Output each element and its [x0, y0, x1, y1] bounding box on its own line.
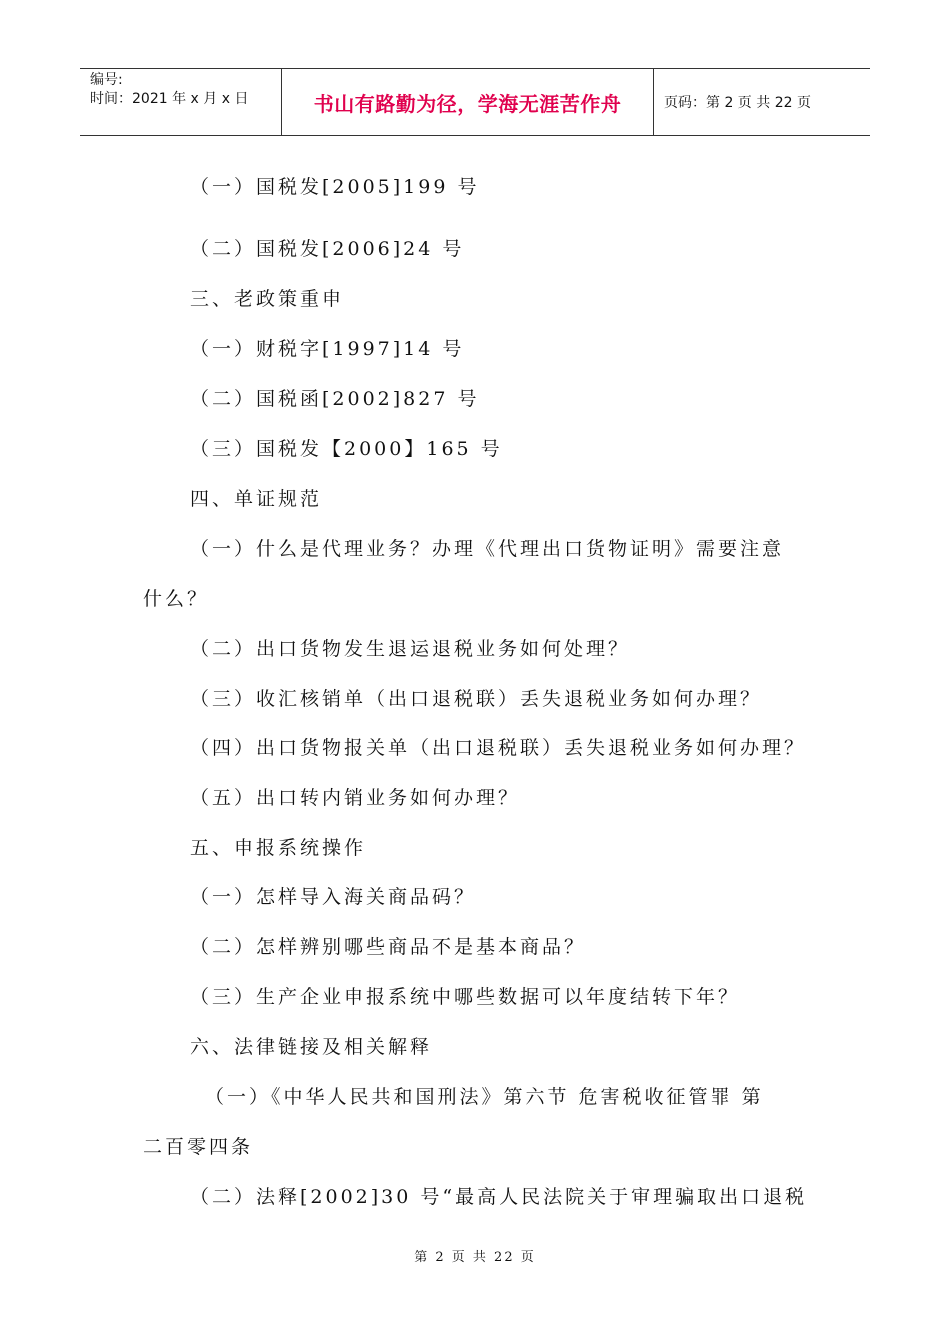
body-line: （五）出口转内销业务如何办理？ — [190, 787, 521, 809]
body-line: （一）怎样导入海关商品码？ — [190, 886, 477, 908]
section-heading: 四、单证规范 — [190, 488, 323, 510]
body-line: （四）出口货物报关单（出口退税联）丢失退税业务如何办理？ — [190, 737, 807, 759]
body-line: （三）国税发【2000】165 号 — [190, 438, 503, 460]
body-line: 二百零四条 — [143, 1136, 254, 1158]
document-time-label: 时间：2021 年 x 月 x 日 — [90, 91, 249, 107]
body-line: （三）收汇核销单（出口退税联）丢失退税业务如何办理？ — [190, 688, 763, 710]
body-line: （二）怎样辨别哪些商品不是基本商品？ — [190, 936, 587, 958]
header-meta-cell — [80, 69, 282, 135]
header-motto: 书山有路勤为径，学海无涯苦作舟 — [313, 91, 622, 116]
body-line: （一）国税发[2005]199 号 — [190, 176, 480, 198]
section-heading: 五、申报系统操作 — [190, 837, 367, 859]
body-line: （二）国税函[2002]827 号 — [190, 388, 480, 410]
header-page-cell — [654, 69, 870, 135]
body-line: （二）出口货物发生退运退税业务如何处理？ — [190, 638, 631, 660]
page-footer: 第 2 页 共 22 页 — [414, 1250, 536, 1265]
body-line: （二）国税发[2006]24 号 — [190, 238, 465, 260]
body-line: （一）什么是代理业务？办理《代理出口货物证明》需要注意 — [190, 538, 785, 560]
header-page-info: 页码：第 2 页 共 22 页 — [664, 95, 811, 111]
document-number-label: 编号: — [90, 72, 123, 88]
body-line: 什么？ — [143, 588, 210, 610]
section-heading: 三、老政策重申 — [190, 288, 345, 310]
header-motto-cell — [282, 69, 654, 135]
body-line: （一）《中华人民共和国刑法》第六节 危害税收征管罪 第 — [205, 1086, 764, 1108]
body-line: （二）法释[2002]30 号“最高人民法院关于审理骗取出口退税 — [190, 1186, 808, 1208]
body-line: （一）财税字[1997]14 号 — [190, 338, 465, 360]
body-line: （三）生产企业申报系统中哪些数据可以年度结转下年？ — [190, 986, 741, 1008]
section-heading: 六、法律链接及相关解释 — [190, 1036, 433, 1058]
page-header — [80, 68, 870, 136]
